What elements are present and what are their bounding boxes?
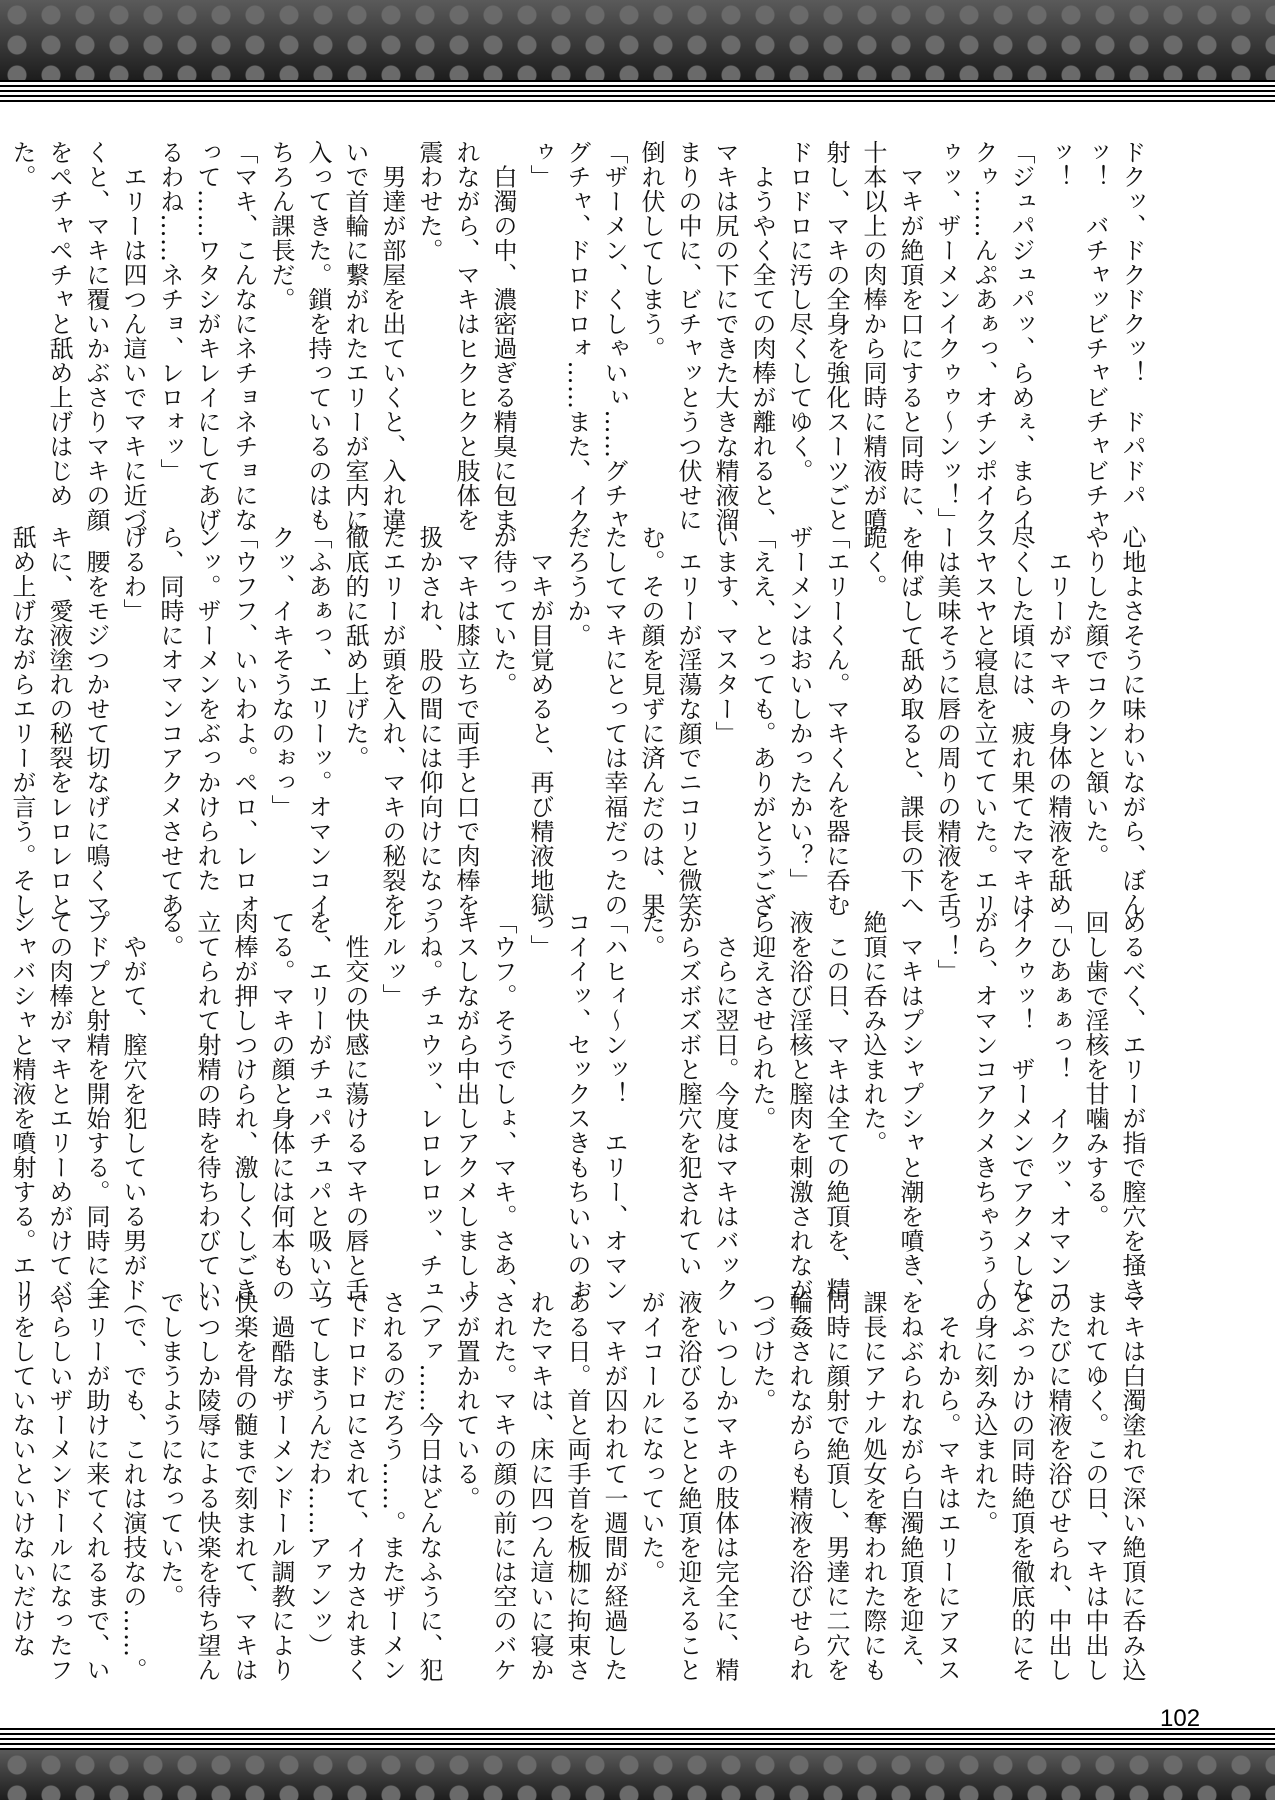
page-number: 102 [1160, 1705, 1201, 1732]
top-rule-lines [0, 80, 1275, 102]
novel-text-body [8, 140, 1150, 1690]
bottom-rule-lines [0, 1728, 1275, 1750]
text-column-2: 心地よさそうに味わいながら、ぼんやりした顔でコクンと頷いた。 エリーがマキの身体の精液を舐め尽くした頃には、疲れ果てたマキはスヤスヤと寝息を立てていた。エリーは美味そうに唇の周りの精液を舌を伸ばして舐め取ると、課長の下へ跪く。 「エリーくん。マキくんを器に呑むザーメンはおいしかったかい？」 「ええ、とっても。ありがとうございます、マスター」 エリーが淫蕩な顔でニコリと微笑む。その顔を見ずに済んだのは、果たしてマキにとっては幸福だったのだろうか。 マキが目覚めると、再び精液地獄が待っていた。 マキは膝立ちで両手と口で肉棒を扱かされ、股の間には仰向けになったエリーが頭を入れ、マキの秘裂を徹底的に舐め上げた。 「ふあぁっ、エリーッ。オマンコイクッ、イキそうなのぉっ」 「ウフフ、いいわよ。ペロ、レロォンッ。ザーメンをぶっかけられたら、同時にオマンコアクメさせてあげるわ」 腰をモジつかせて切なげに鳴くマキに、愛液塗れの秘裂をレロレロと舐め上げながらエリーが言う。そし [8, 525, 1146, 917]
text-column-1: ドクッ、ドクドクッ！ ドパドパッ！ バチャッビチャビチャビチャッ！ 「ジュパジュパッ、らめぇ、まらイクゥ……んぷあぁっ、オチンポイクゥッ、ザーメンイクゥゥ～ンッ！」 マキが絶頂を口にすると同時に、十本以上の肉棒から同時に精液が噴射し、マキの全身を強化スーツごとドロドロに汚し尽くしてゆく。 ようやく全ての肉棒が離れると、マキは尻の下にできた大きな精液溜まりの中に、ビチャッとうつ伏せに倒れ伏してしまう。 「ザーメン、くしゃいぃ……グチャグチャ、ドロドロォ……また、イクゥ」 白濁の中、濃密過ぎる精臭に包まれながら、マキはヒクヒクと肢体を震わせた。 男達が部屋を出ていくと、入れ違いで首輪に繋がれたエリーが室内に入ってきた。鎖を持っているのはもちろん課長だ。 「マキ、こんなにネチョネチョになって……ワタシがキレイにしてあげるわね……ネチョ、レロォッ」 エリーは四つん這いでマキに近づくと、マキに覆いかぶさりマキの顔をペチャペチャと舐め上げはじめた。 [8, 140, 1146, 532]
top-decorative-band [0, 0, 1275, 80]
bottom-decorative-band [0, 1750, 1275, 1800]
text-column-3: めるべく、エリーが指で膣穴を掻き回し歯で淫核を甘噛みする。 「ひあぁぁっ！ イクッ、オマンコイクゥッ！ ザーメンでアクメしながら、オマンコアクメきちゃうぅ～っ！」 マキはプシャプシャと潮を噴き、絶頂に呑み込まれた。 この日、マキは全ての絶頂を、精液を浴び淫核と膣肉を刺激されながら迎えさせられた。 さらに翌日。今度はマキはバックからズボズボと膣穴を犯されていた。 「ハヒィ～ンッ！ エリー、オマンコイイッ、セックスきもちいいのぉっ」 「ウフ。そうでしょ、マキ。さあ、キスしながら中出しアクメしましょうね。チュウッ、レロレロッ、チュルルッ」 性交の快感に蕩けるマキの唇と舌を、エリーがチュパチュパと吸い立てる。マキの顔と身体には何本もの肉棒が押しつけられ、激しくしごき立てられて射精の時を待ちわびている。 やがて、膣穴を犯している男がドプドプと射精を開始する。同時に全ての肉棒がマキとエリーめがけてバシャバシャと精液を噴射する。エリ [8, 910, 1146, 1302]
text-column-4: マキは白濁塗れで深い絶頂に呑み込まれてゆく。この日、マキは中出しのたびに精液を浴びせられ、中出しとぶっかけの同時絶頂を徹底的にその身に刻み込まれた。 それから。マキはエリーにアヌスをねぶられながら白濁絶頂を迎え、課長にアナル処女を奪われた際にも同時に顔射で絶頂し、男達に二穴を輪姦されながらも精液を浴びせられつづけた。 いつしかマキの肢体は完全に、精液を浴びることと絶頂を迎えることがイコールになっていた。 マキが囚われて一週間が経過したある日。首と両手首を板枷に拘束されたマキは、床に四つん這いに寝かされた。マキの顔の前には空のバケツが置かれている。 （アァ……今日はどんなふうに、犯されるのだろう……。またザーメンでドロドロにされて、イカされまくってしまうんだわ……アァンッ） 過酷なザーメンドール調教により快楽を骨の髄まで刻まれて、マキはいつしか陵辱による快楽を待ち望んでしまうようになっていた。 （で、でも、これは演技なの……。エリーが助けに来てくれるまで、いやらしいザーメンドールになったフリをしていないといけないだけな [8, 1290, 1146, 1682]
